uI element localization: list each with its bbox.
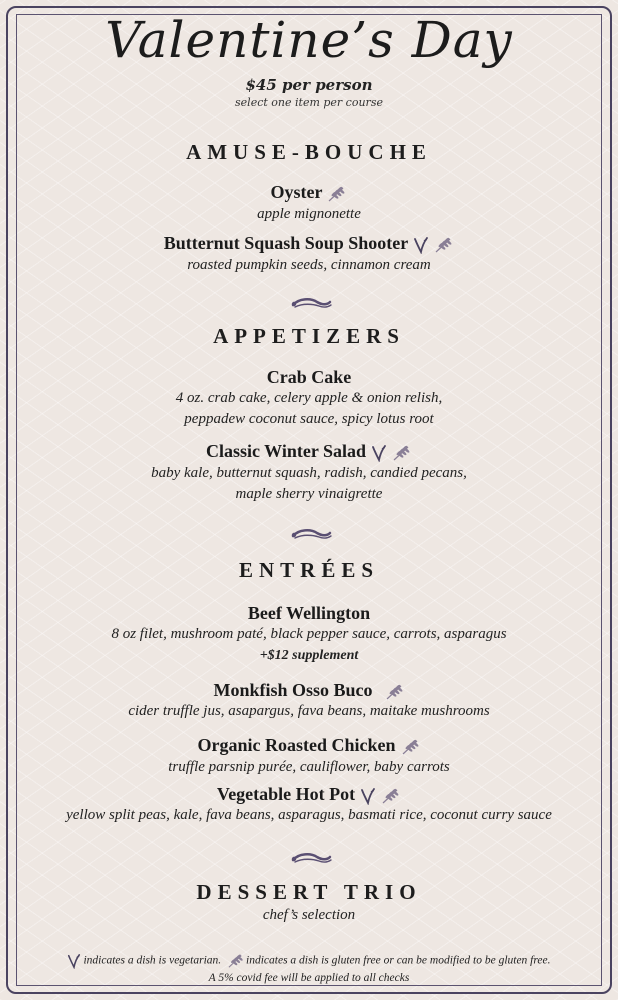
item-name: Vegetable Hot Pot [216,784,356,804]
menu-item-oyster [0,182,618,203]
section-title-appetizers: APPETIZERS [213,324,405,348]
menu-title: Valentine’s Day [105,11,513,69]
item-supplement: +$12 supplement [259,648,359,663]
vegetarian-v-icon [371,444,387,462]
item-description-line: baby kale, butternut squash, radish, candied pecans, [151,465,467,481]
menu-item-beef-wellington [0,603,618,624]
item-name: Oyster [270,182,323,202]
item-name: Monkfish Osso Buco [213,680,373,700]
menu-price: $45 per person [245,76,373,94]
menu-item-crab-cake [0,367,618,388]
item-description: chef’s selection [262,907,356,923]
item-description: yellow split peas, kale, fava beans, asparagus, basmati rice, coconut curry sauce [66,807,552,823]
item-name: Butternut Squash Soup Shooter [163,233,409,253]
swirl-divider-icon [289,850,333,866]
menu-item-butternut-soup [0,233,618,254]
wheat-icon [385,683,405,701]
vegetarian-legend-text: indicates a dish is vegetarian. [83,954,222,967]
item-name: Beef Wellington [247,603,371,623]
wheat-icon [381,787,401,805]
vegetarian-v-icon [413,236,429,254]
item-description: cider truffle jus, asapargus, fava beans, maitake mushrooms [128,703,490,719]
item-description: roasted pumpkin seeds, cinnamon cream [187,257,431,273]
swirl-divider-icon [289,526,333,542]
menu-item-winter-salad [0,441,618,462]
item-description-line: maple sherry vinaigrette [235,486,383,502]
menu-item-vegetable-hot-pot [0,784,618,805]
item-description-line: peppadew coconut sauce, spicy lotus root [184,411,434,427]
legend-note [0,953,618,969]
menu-item-roasted-chicken [0,735,618,756]
item-name: Crab Cake [266,367,352,387]
wheat-icon [401,738,421,756]
wheat-icon [434,236,454,254]
wheat-icon [327,185,347,203]
gluten-free-legend-text: indicates a dish is gluten free or can be modified to be gluten free. [246,954,551,967]
section-title-dessert: DESSERT TRIO [196,880,422,904]
wheat-icon [227,953,245,969]
item-name: Organic Roasted Chicken [197,735,396,755]
wheat-icon [392,444,412,462]
menu-item-monkfish [0,680,618,701]
menu-price-note: select one item per course [235,96,383,109]
item-description: apple mignonette [257,206,361,222]
vegetarian-v-icon [360,787,376,805]
section-title-entrees: ENTRÉES [238,558,380,582]
item-description: truffle parsnip purée, cauliflower, baby carrots [168,759,450,775]
vegetarian-v-icon [67,953,81,969]
covid-fee-note: A 5% covid fee will be applied to all checks [208,972,410,984]
item-name: Classic Winter Salad [205,441,367,461]
item-description: 8 oz filet, mushroom paté, black pepper sauce, carrots, asparagus [111,626,507,642]
section-title-amuse-bouche: AMUSE-BOUCHE [186,140,432,164]
item-description-line: 4 oz. crab cake, celery apple & onion relish, [175,390,443,406]
swirl-divider-icon [289,295,333,311]
